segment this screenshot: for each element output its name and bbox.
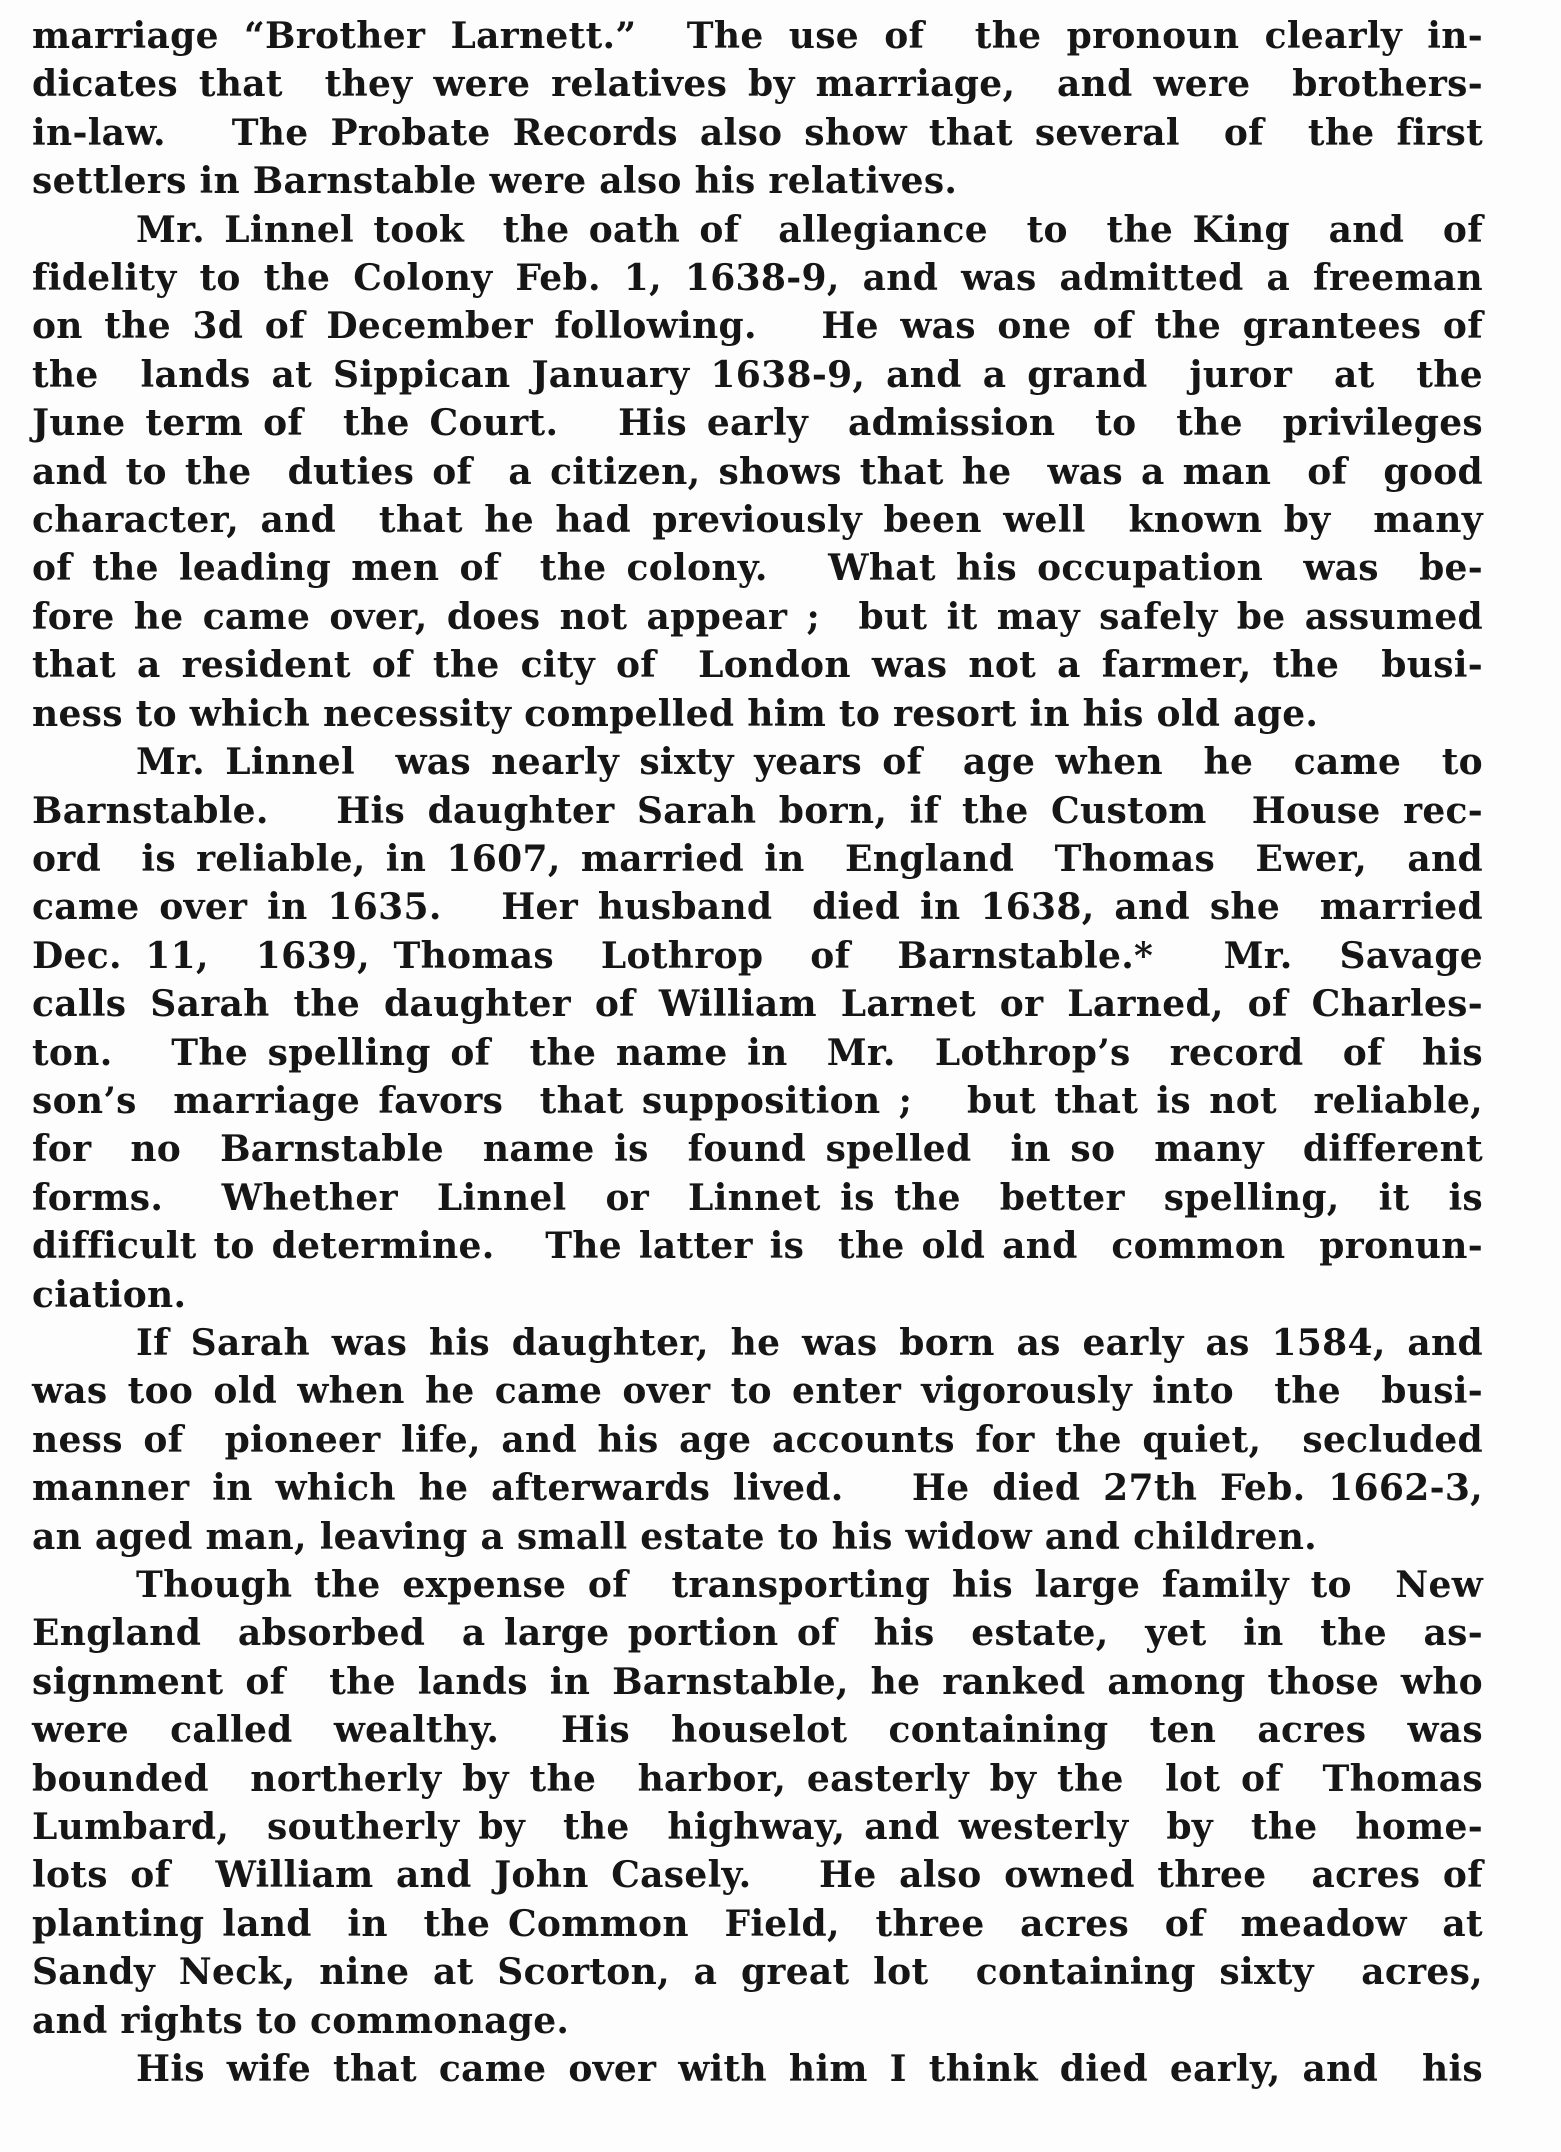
text-line: lots of William and John Casely. He also owned three acres of <box>32 1854 1483 1897</box>
text-line: came over in 1635. Her husband died in 1638, and she married <box>32 886 1483 929</box>
text-line: were called wealthy. His houselot containing ten acres was <box>32 1709 1483 1752</box>
text-line: forms. Whether Linnel or Linnet is the better spelling, it is <box>32 1176 1483 1219</box>
paragraph <box>32 2045 1483 2093</box>
text-line: son’s marriage favors that supposition ; but that is not reliable, <box>32 1079 1483 1122</box>
text-line: settlers in Barnstable were also his relatives. <box>32 160 958 203</box>
text-line: England absorbed a large portion of his estate, yet in the as- <box>32 1612 1483 1655</box>
text-line: ord is reliable, in 1607, married in England Thomas Ewer, and <box>32 837 1483 880</box>
text-line: Lumbard, southerly by the highway, and westerly by the home- <box>32 1806 1483 1849</box>
text-line: for no Barnstable name is found spelled in so many different <box>32 1128 1483 1171</box>
text-line: and rights to commonage. <box>32 1999 570 2042</box>
text-line: dicates that they were relatives by marriage, and were brothers- <box>32 63 1483 106</box>
text-line: Mr. Linnel was nearly sixty years of age when he came to <box>136 741 1483 784</box>
text-line: ciation. <box>32 1273 187 1316</box>
text-line: If Sarah was his daughter, he was born as early as 1584, and <box>136 1321 1483 1364</box>
text-line: Barnstable. His daughter Sarah born, if the Custom House rec- <box>32 789 1483 832</box>
text-line: ness to which necessity compelled him to resort in his old age. <box>32 692 1319 735</box>
text-line: difficult to determine. The latter is the old and common pronun- <box>32 1225 1483 1268</box>
text-line: marriage “Brother Larnett.” The use of the pronoun clearly in- <box>32 15 1483 57</box>
text-line: that a resident of the city of London was not a farmer, the busi- <box>32 644 1483 687</box>
text-line: Sandy Neck, nine at Scorton, a great lot containing sixty acres, <box>32 1951 1483 1994</box>
text-line: ton. The spelling of the name in Mr. Lothrop’s record of his <box>32 1031 1483 1074</box>
paragraph <box>32 206 1483 738</box>
paragraph <box>32 12 1483 206</box>
text-line: and to the duties of a citizen, shows that he was a man of good <box>32 450 1483 493</box>
text-line: signment of the lands in Barnstable, he ranked among those who <box>32 1660 1483 1703</box>
text-line: manner in which he afterwards lived. He died 27th Feb. 1662-3, <box>32 1467 1483 1510</box>
paragraph <box>32 1561 1483 2045</box>
text-line: was too old when he came over to enter vigorously into the busi- <box>32 1370 1483 1413</box>
text-line: fore he came over, does not appear ; but it may safely be assumed <box>32 595 1483 638</box>
text-line: fidelity to the Colony Feb. 1, 1638-9, and was admitted a freeman <box>32 257 1483 300</box>
text-line: character, and that he had previously been well known by many <box>32 499 1483 542</box>
text-line: in-law. The Probate Records also show that several of the first <box>32 111 1483 154</box>
text-line: His wife that came over with him I think died early, and his <box>136 2048 1483 2091</box>
paragraph <box>32 1319 1483 1561</box>
paragraph <box>32 738 1483 1319</box>
text-line: planting land in the Common Field, three acres of meadow at <box>32 1902 1483 1945</box>
text-line: an aged man, leaving a small estate to his widow and children. <box>32 1515 1317 1558</box>
text-line: ness of pioneer life, and his age accounts for the quiet, secluded <box>32 1418 1483 1461</box>
text-line: Dec. 11, 1639, Thomas Lothrop of Barnstable.* Mr. Savage <box>32 934 1483 977</box>
text-line: June term of the Court. His early admission to the privileges <box>32 402 1483 445</box>
text-line: of the leading men of the colony. What his occupation was be- <box>32 547 1483 590</box>
text-line: bounded northerly by the harbor, easterly by the lot of Thomas <box>32 1757 1483 1800</box>
text-line: Mr. Linnel took the oath of allegiance to the King and of <box>136 208 1483 251</box>
text-line: on the 3d of December following. He was one of the grantees of <box>32 305 1483 348</box>
text-line: the lands at Sippican January 1638-9, and a grand juror at the <box>32 353 1483 396</box>
text-line: calls Sarah the daughter of William Larnet or Larned, of Charles- <box>32 983 1483 1026</box>
text-line: Though the expense of transporting his large family to New <box>136 1564 1483 1606</box>
